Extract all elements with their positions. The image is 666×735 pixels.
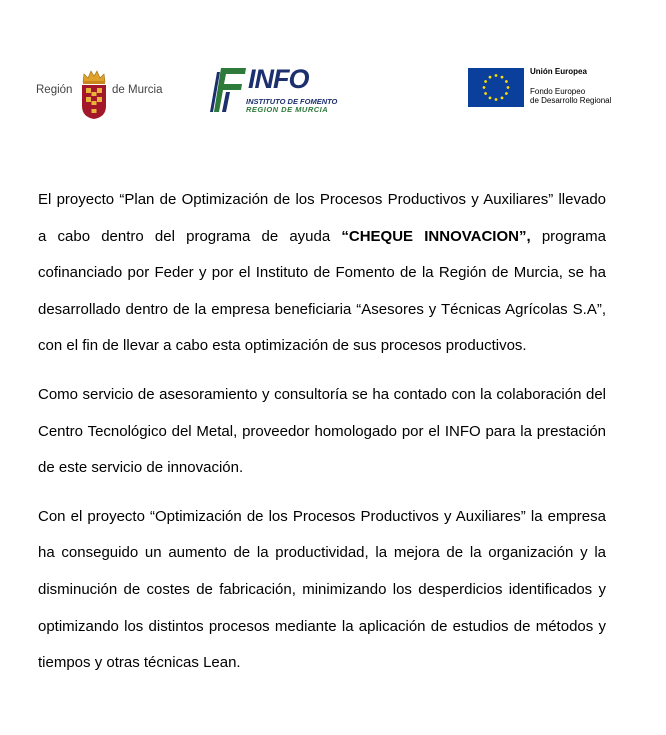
eu-star bbox=[483, 86, 486, 89]
info-logo bbox=[210, 64, 350, 114]
eu-star bbox=[505, 92, 508, 95]
info-subtitle-1: INSTITUTO DE FOMENTO bbox=[246, 97, 338, 106]
eu-star bbox=[484, 92, 487, 95]
eu-star bbox=[507, 86, 510, 89]
eu-fund-line-1: Fondo Europeo bbox=[530, 87, 586, 96]
de-murcia-text: de Murcia bbox=[112, 84, 163, 96]
eu-flag-icon bbox=[468, 68, 524, 107]
eu-fund-line-2: de Desarrollo Regional bbox=[530, 96, 612, 105]
info-subtitle-2: REGION DE MURCIA bbox=[246, 105, 329, 114]
eu-star bbox=[489, 76, 492, 79]
eu-star bbox=[501, 96, 504, 99]
program-name: “CHEQUE INNOVACION”, bbox=[341, 227, 531, 245]
document-body bbox=[38, 182, 606, 694]
info-wordmark: INFO bbox=[248, 64, 309, 94]
paragraph-3: Con el proyecto “Optimización de los Procesos Productivos y Auxiliares” la empresa ha conseguido un aumento de la productividad, la mejora de la organización y la disminución de costes de fabricación, minimizando los desperdicios identificados y optimizando los distintos procesos mediante la aplicación de estudios de métodos y tiempos y otras técnicas Lean. bbox=[38, 507, 606, 672]
logo-header bbox=[0, 62, 666, 124]
eu-star bbox=[495, 74, 498, 77]
paragraph-1-text-a: El proyecto “Plan de Optimización de los Procesos Productivos y Auxiliares” llevado a cabo dentro del programa de ayuda bbox=[38, 191, 606, 245]
region-text: Región bbox=[36, 84, 73, 96]
eu-star bbox=[505, 80, 508, 83]
eu-star bbox=[489, 96, 492, 99]
eu-star bbox=[495, 98, 498, 101]
eu-star bbox=[484, 80, 487, 83]
info-mark-icon bbox=[210, 68, 246, 112]
paragraph-1 bbox=[38, 182, 606, 365]
eu-title: Unión Europea bbox=[530, 67, 587, 76]
murcia-crest-icon bbox=[79, 68, 109, 120]
paragraph-1-text-b: programa cofinanciado por Feder y por el Instituto de Fomento de la Región de Murcia, se ha desarrollado dentro de la empresa beneficiaria “Asesores y Técnicas Agrícolas S.A”, con el fin de llevar a cabo esta optimización de sus procesos productivos. bbox=[38, 227, 607, 355]
paragraph-2: Como servicio de asesoramiento y consultoría se ha contado con la colaboración del Centro Tecnológico del Metal, proveedor homologado por el INFO para la prestación de este servicio de innovación. bbox=[38, 385, 606, 477]
eu-star bbox=[501, 76, 504, 79]
